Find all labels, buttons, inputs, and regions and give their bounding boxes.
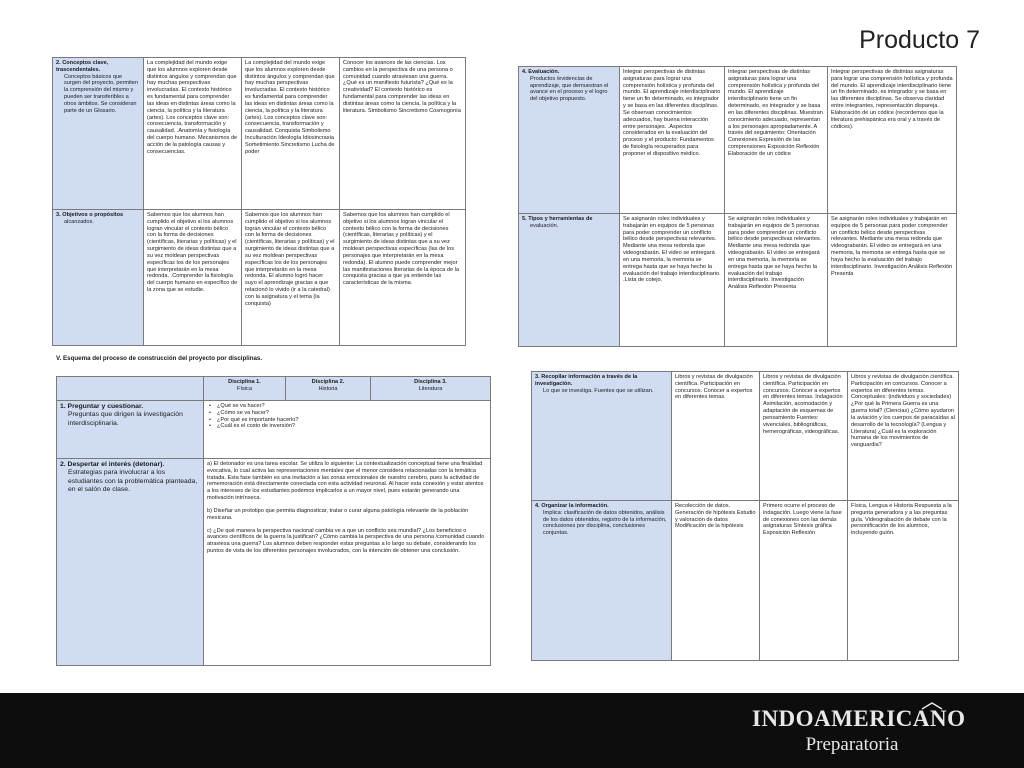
list-item: • ¿Cuál es el costo de inversión?: [209, 423, 487, 430]
row-label: 1. Preguntar y cuestionar. Preguntas que dirigen la investigación interdisciplinaria.: [57, 401, 204, 459]
table-cell: Libros y revistas de divulgación científica. Participación en concursos. Conocer a expertos en diferentes temas. Indagación Asimilación, acomodación y adaptación de esquemas de pensamiento Fuentes: vivenciales, bibliográficas, hemerográficas, videográficas.: [760, 372, 848, 501]
table-cell: Recolección de datos. Generación de hipótesis Estudio y valoración de datos Modificación de la hipótesis: [672, 501, 760, 661]
table-cell: Sabemos que los alumnos han cumplido el objetivo si los alumnos logran vincular el contexto bélico con la forma de decisiones (científicas, literarias y políticas) y el surgimiento de ideas distintas que a su vez moldean perspectivas específicas los de los personajes que interpretarán en la mesa redonda. .Comprender la fisiología del cuerpo humano en específico de la zona que se estudie.: [144, 210, 242, 346]
table-row: [53, 210, 466, 346]
doc-table-concepts: [52, 57, 466, 346]
table-cell: Libros y revistas de divulgación científica. Participación en concursos. Conocer a expertos en diferentes temas.: [672, 372, 760, 501]
section-heading: V. Esquema del proceso de construcción del proyecto por disciplinas.: [56, 355, 263, 362]
paragraph: c) ¿De qué manera la perspectiva nacional cambia ve a que un conflicto sea mundial? ¿Los beneficios o avances científicos de la guerra la justifican? ¿Cómo cambia la perspectiva de una persona /comunidad cuando atraviesa una guerra? Los alumnos deben responder estas preguntas a lo largo su debate, considerando los puntos de vista de los diferentes personajes involucrados, con la intención de obtener una conclusión.: [207, 527, 485, 554]
table-cell: Física, Lengua e Historia Respuesta a la pregunta generadora y a las preguntas guía. Videograbación de debate con la personificación de los alumnos, incluyendo guión.: [848, 501, 959, 661]
table-cell: Libros y revistas de divulgación científica. Participación en concursos. Conocer a expertos en diferentes temas. Conceptuales: (individuos y sociedades) ¿Por qué la Primera Guerra es una guerra total? (Ciencias) ¿Cómo ayudaron la aviación y los cuerpos de paracaídas al desarrollo de la tecnología? (Lengua y Literatura) ¿Cuál es la exploración humana de los movimientos de vanguardia?: [848, 372, 959, 501]
table-row: [532, 372, 959, 501]
table-cell: Integrar perspectivas de distintas asignaturas para lograr una comprensión holística y profunda del mundo. El aprendizaje interdisciplinario tiene un fin determinado, es integrador y se basa en las diferentes disciplinas. Muestran conocimiento adecuado, representan a los personajes apropiadamente. A través del seguimiento: Orientación Conexiones Expresión de las comprensiones Exposición Reflexión Elaboración de un códice: [725, 67, 828, 214]
header-corner: [57, 377, 204, 401]
table-cell: Se asignarán roles individuales y trabajarán en equipos de 5 personas para poder comprender un conflicto bélico desde perspectivas relevantes. Mediante una mesa redonda que videograbarán. El video se entregará en una memoria, la memoria se entrega hasta que se haya hecho la evaluación del trabajo interdisciplinario. Investigación Análisis Reflexión Presenta: [725, 214, 828, 347]
slide-title: Producto 7: [859, 26, 980, 54]
row-label: 3. Objetivos o propósitos alcanzados.: [53, 210, 144, 346]
table-cell: La complejidad del mundo exige que los alumnos exploren desde distintos ángulos y comprendan que hay muchas perspectivas involucradas. El contexto histórico es fundamental para comprender las ideas en distintas áreas como la ciencia, la política y la literatura (artes). Los conceptos clave son: consecuencia, transformación y causalidad. .Anatomía y fisiología del cuerpo humano. Mecanismos de acción de la patología causas y consecuencias.: [144, 58, 242, 210]
table-row: [519, 67, 957, 214]
table-row: [53, 58, 466, 210]
table-cell: [204, 401, 491, 459]
paragraph: b) Diseñar un prototipo que permita diagnosticar, tratar o curar alguna patología relevante de la población mexicana.: [207, 507, 469, 521]
doc-table-evaluation: [518, 66, 957, 347]
brand-logo: [752, 706, 966, 756]
list-item: • ¿Por qué es importante hacerlo?: [209, 417, 487, 424]
row-label: 2. Despertar el interés (detonar). Estrategias para involucrar a los estudiantes con la problemática planteada, en el salón de clase.: [57, 459, 204, 666]
row-label: 4. Evaluación. Productos /evidencias de aprendizaje, que demuestran el avance en el proceso y el logro del objetivo propuesto.: [519, 67, 620, 214]
paragraph: a) El detonador es una tarea escolar. Se utiliza lo siguiente: La contextualización conceptual tiene una finalidad evocativa, lo cual activa las representaciones mentales que el menor considera relacionadas con la temática tratada. Esta fase también es una invitación a las zonas emocionales de nuestro cerebro, pues la actividad de rememoración está directamente conectada con esta actividad neuronal. Al hacer esta conexión y estar atentos a los intereses de los estudiantes podemos implicarlos a un mayor nivel, pues estarán generando una motivación intrínseca.: [207, 461, 484, 502]
table-row: [57, 459, 491, 666]
table-row: [532, 501, 959, 661]
table-row: [519, 214, 957, 347]
row-label: 5. Tipos y herramientas de evaluación.: [519, 214, 620, 347]
column-header: Disciplina 2. Historia: [286, 377, 371, 401]
table-header-row: [57, 377, 491, 401]
table-cell: Primero ocurre el proceso de indagación. Luego viene la fase de conexiones con las demás asignaturas Síntesis gráfica Exposición Reflexión: [760, 501, 848, 661]
row-label: 4. Organizar la información. Implica: clasificación de datos obtenidos, análisis de los datos obtenidos, registro de la información, conclusiones por disciplina, conclusiones conjuntas.: [532, 501, 672, 661]
question-list: [207, 403, 487, 430]
table-cell: Integrar perspectivas de distintas asignaturas para lograr una comprensión holística y profunda del mundo. El aprendizaje interdisciplinario tiene un fin determinado, es integrador y se basa en las diferentes disciplinas. Se observan conocimientos adecuados, hay buena interacción entre personajes. .Aspectos considerados en la evaluación del proceso y el producto: Fundamentos de fisiología recuperados para proponer el dispositivo médico.: [620, 67, 725, 214]
table-cell: Se asignarán roles individuales y trabajarán en equipos de 5 personas para poder comprender un conflicto bélico desde perspectivas relevantes. Mediante una mesa redonda que videograbarán. El video se entregará en una memoria, la memoria se entrega hasta que se haya hecho la evaluación del trabajo interdisciplinario. .Lista de cotejo.: [620, 214, 725, 347]
column-header: Disciplina 3. Literatura: [371, 377, 491, 401]
table-cell: La complejidad del mundo exige que los alumnos exploren desde distintos ángulos y comprendan que hay muchas perspectivas involucradas. El contexto histórico es fundamental para comprender las ideas en distintas áreas como la ciencia, la política y la literatura (artes). Los conceptos clave son: consecuencia, transformación y causalidad. Conquista Simbolismo Inculturación Ideología Idiosincrasia Sometimiento Sincretismo Lucha de poder: [242, 58, 340, 210]
table-cell: Sabemos que los alumnos han cumplido el objetivo si los alumnos logran vincular el contexto bélico con la forma de decisiones (científicas, literarias y políticas) y el surgimiento de ideas distintas que a su vez moldean perspectivas específicas los de los personajes que interpretarán en la mesa redonda. El alumno logró hacer suyo el aprendizaje gracias a que relacionó lo vivido (ir a la catedral) con la asignatura y el tema (la conquista): [242, 210, 340, 346]
table-row: [57, 401, 491, 459]
doc-table-research: [531, 371, 959, 661]
table-cell: Integrar perspectivas de distintas asignaturas para lograr una comprensión holística y profunda del mundo. El aprendizaje interdisciplinario tiene un fin determinado, es integrador y se basa en las diferentes disciplinas. Se observa claridad entre integrantes, representación dispareja. Elaboración de un códice (recordemos que la literatura prehispánica era oral y a través de códices).: [828, 67, 957, 214]
column-header: Disciplina 1. Física: [204, 377, 286, 401]
table-cell: Conocer los avances de las ciencias. Los cambios en la perspectiva de una persona o comunidad cuando atraviesan una guerra. ¿Qué es un manifiesto futurista? ¿Qué es la creatividad? El contexto histórico es fundamental para comprender las ideas en distintas áreas como la ciencia, la política y la literatura. Simbolismo Sincretismo Cosmogonía: [340, 58, 466, 210]
row-label: 3. Recopilar información a través de la investigación. Lo que se investiga. Fuentes que se utilizan.: [532, 372, 672, 501]
table-cell: Se asignarán roles individuales y trabajarán en equipos de 5 personas para poder comprender un conflicto bélico desde perspectivas relevantes. Mediante una mesa redonda que videograbarán. El video se entregará en una memoria, la memoria se entrega hasta que se haya hecho la evaluación del trabajo interdisciplinario. Investigación Análisis Reflexión Presenta: [828, 214, 957, 347]
list-item: • ¿Cómo se va hacer?: [209, 410, 487, 417]
row-label: 2. Conceptos clave, trascendentales. Conceptos básicos que surgen del proyecto, permiten la comprensión del mismo y pueden ser transferibles a otros ámbitos. Se consideran parte de un Glosario.: [53, 58, 144, 210]
brand-name: INDOAMERICANO: [752, 706, 966, 731]
list-item: • ¿Qué se va hacer?: [209, 403, 487, 410]
table-cell: [204, 459, 491, 666]
table-cell: Sabemos que los alumnos han cumplido el objetivo si los alumnos logran vincular el contexto bélico con la forma de decisiones (científicas, literarias y políticas) y el surgimiento de ideas distintas que a su vez moldean perspectivas específicas (las de los personajes que interpretarán en la mesa redonda). El alumno puede comprender mejor las manifestaciones literarias de la época de la conquista gracias a que ya entiende las características de la misma.: [340, 210, 466, 346]
doc-table-disciplines: [56, 376, 491, 666]
brand-subtitle: Preparatoria: [805, 734, 899, 755]
